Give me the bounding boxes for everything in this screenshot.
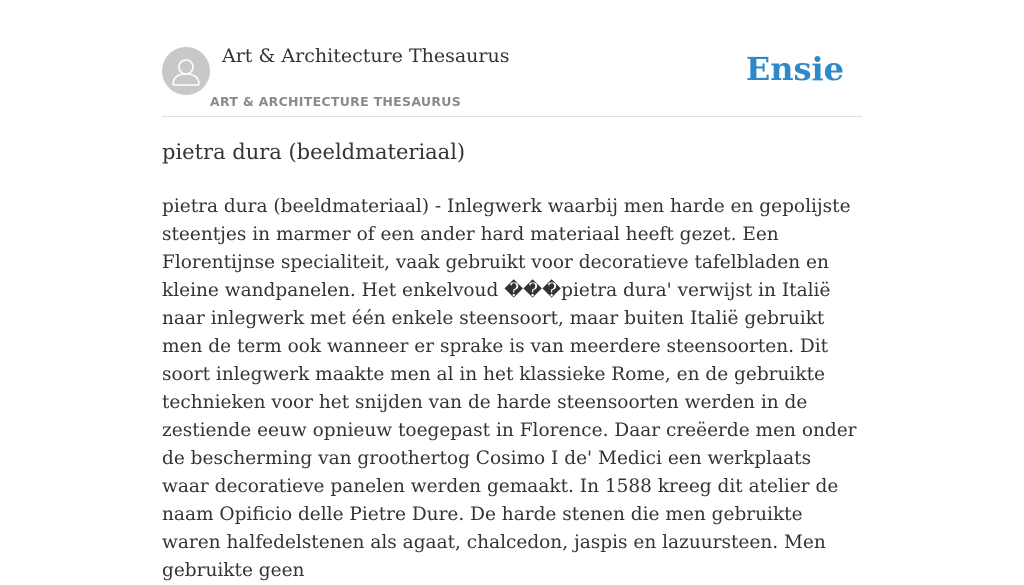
source-title-link[interactable]: Art & Architecture Thesaurus (222, 45, 510, 67)
source-avatar[interactable] (162, 47, 210, 95)
entry-body: pietra dura (beeldmateriaal) - Inlegwerk waarbij men harde en gepolijste steentjes in marmer of een ander hard materiaal heeft gezet. Een Florentijnse specialiteit, vaak gebruikt voor decoratieve tafelbladen en kleine wandpanelen. Het enkelvoud ���pietra dura' verwijst in Italië naar inlegwerk met één enkele steensoort, maar buiten Italië gebruikt men de term ook wanneer er sprake is van meerdere steensoorten. Dit soort inlegwerk maakte men al in het klassieke Rome, en de gebruikte technieken voor het snijden van de harde steensoorten werden in de zestiende eeuw opnieuw toegepast in Florence. Daar creëerde men onder de bescherming van groothertog Cosimo I de' Medici een werkplaats waar decoratieve panelen werden gemaakt. In 1588 kreeg dit atelier de naam Opificio delle Pietre Dure. De harde stenen die men gebruikte waren halfedelstenen als agaat, chalcedon, jaspis en lazuursteen. Men gebruikte geen (162, 196, 857, 581)
entry-header (162, 0, 862, 117)
user-silhouette-icon (162, 47, 210, 95)
entry-title: pietra dura (beeldmateriaal) (162, 140, 466, 164)
source-subtitle: ART & ARCHITECTURE THESAURUS (210, 94, 462, 109)
ensie-logo[interactable]: Ensie (745, 50, 844, 88)
